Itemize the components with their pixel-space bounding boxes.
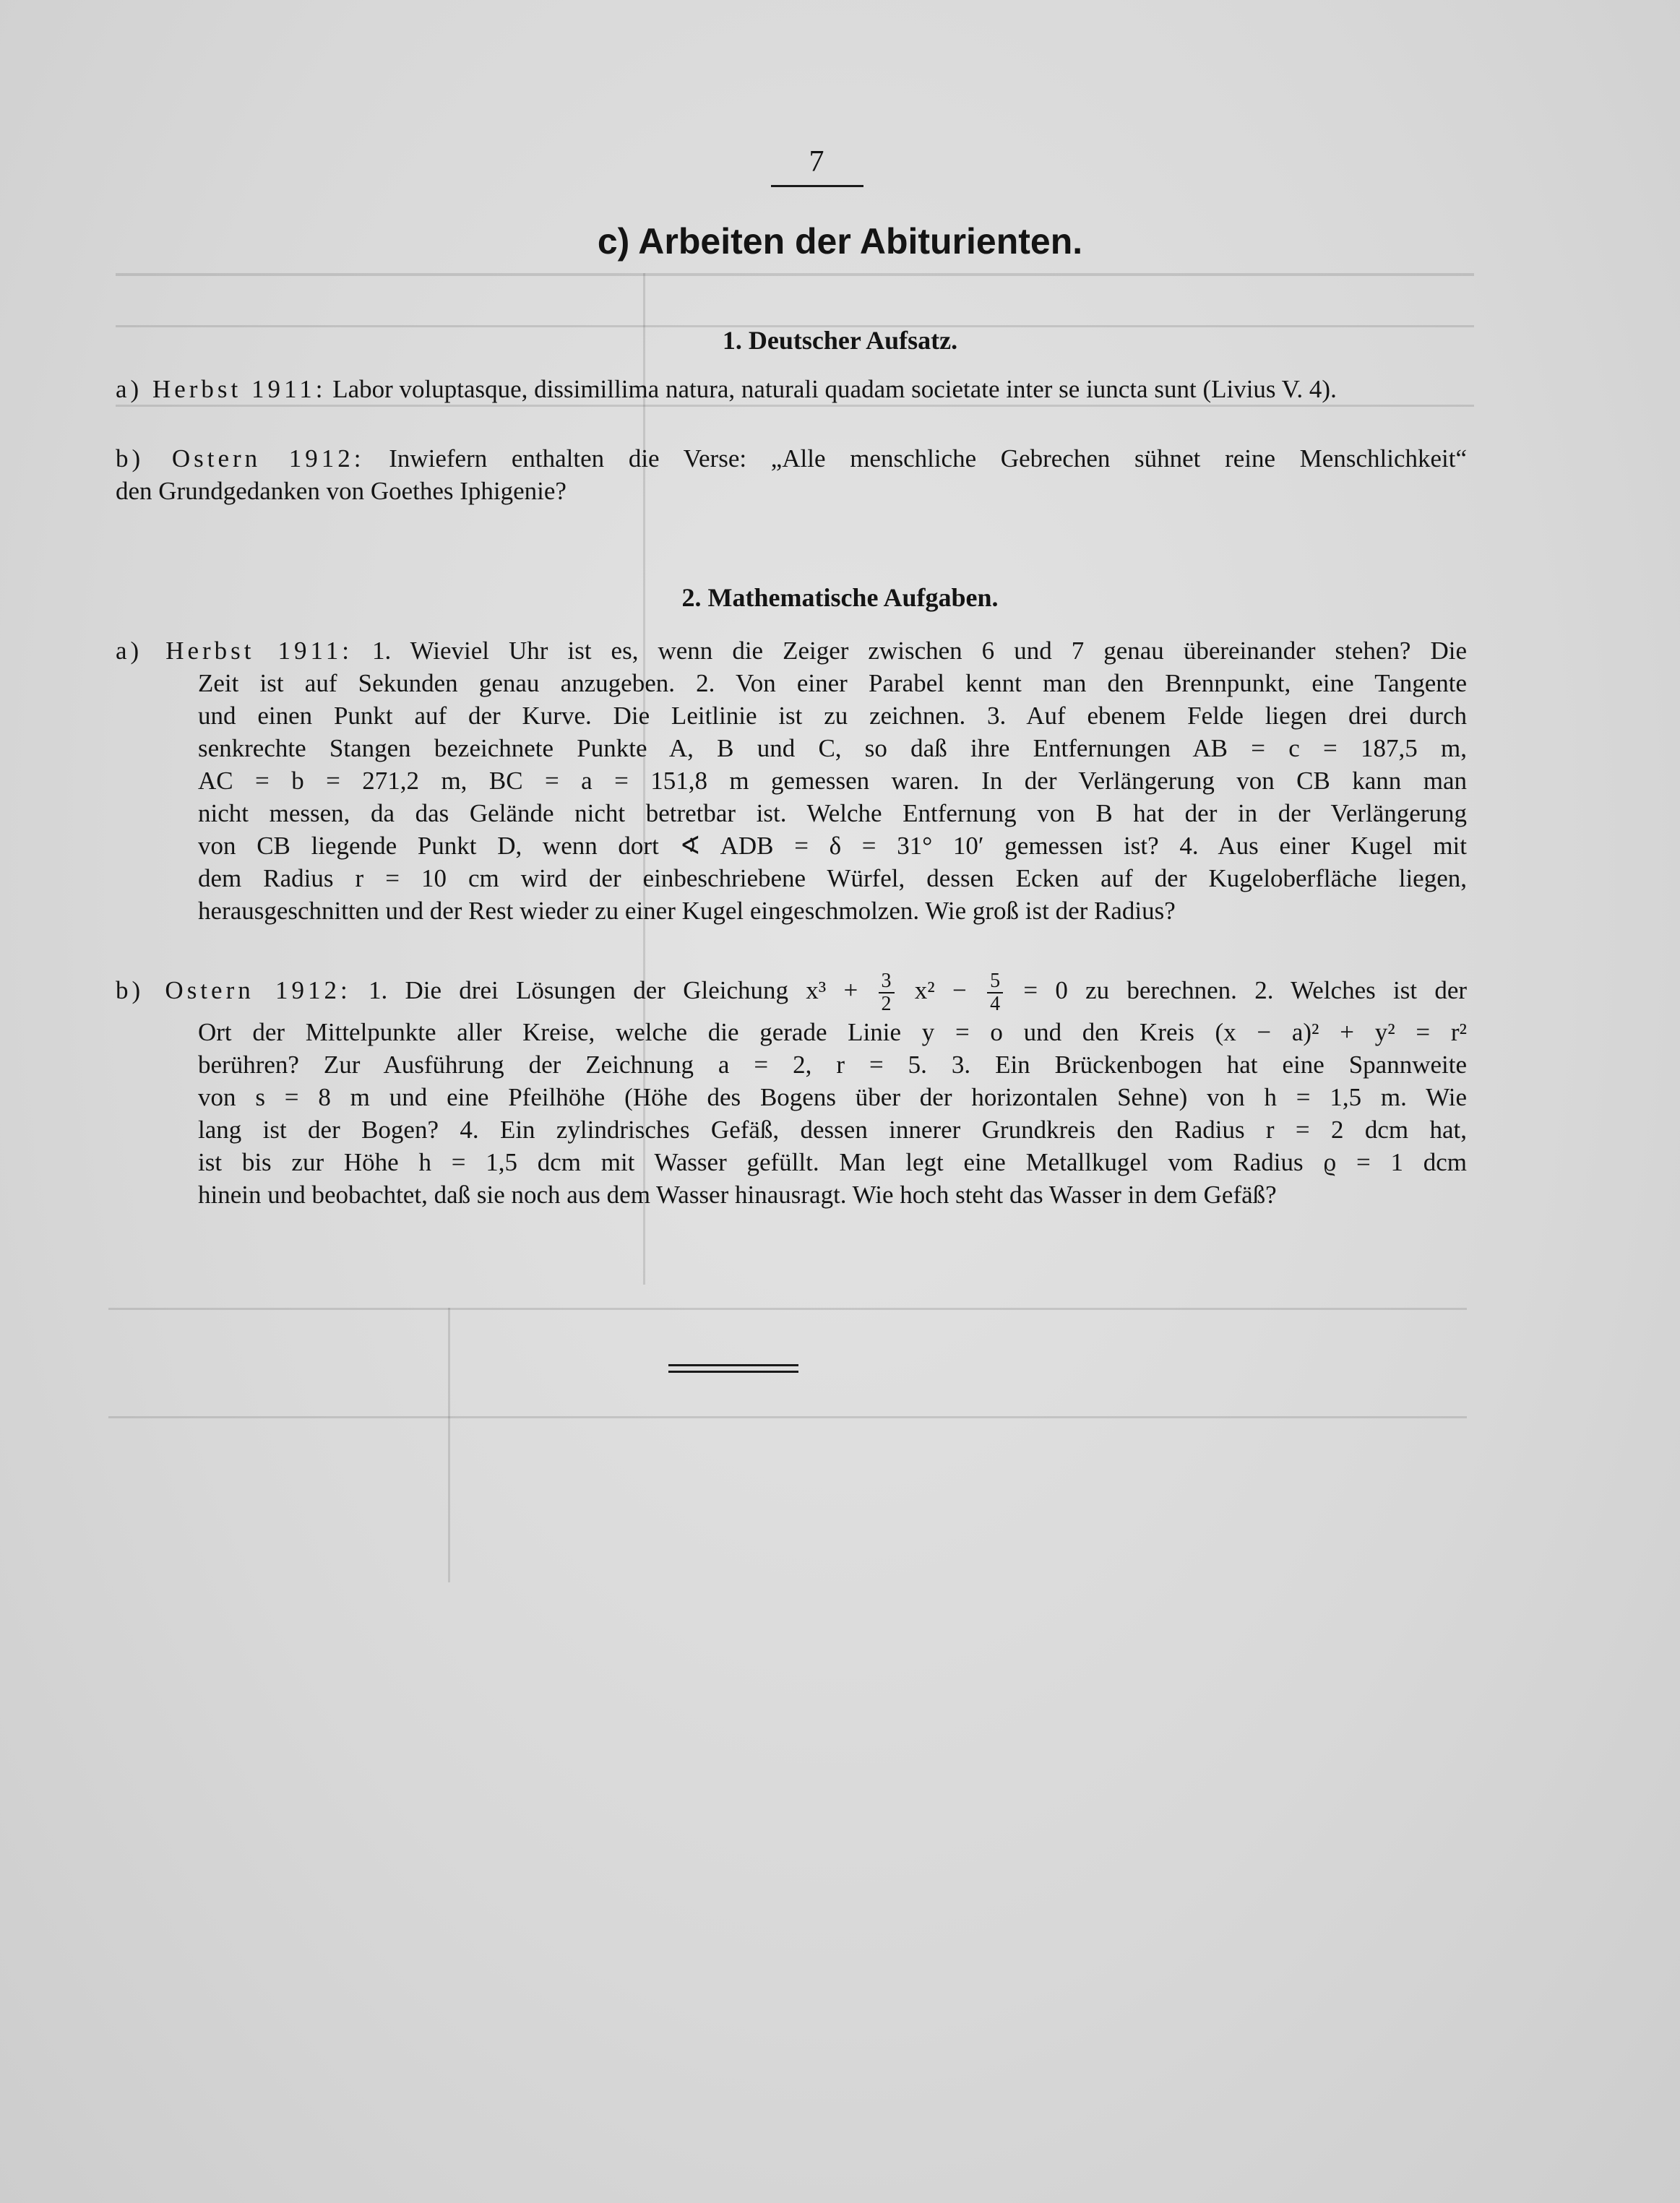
fraction-three-halves (879, 970, 895, 1015)
fraction-numerator: 5 (987, 970, 1003, 993)
equation-text-post: = 0 zu berechnen. 2. Welches ist der (1023, 976, 1468, 1004)
text-line: AC = b = 271,2 m, BC = a = 151,8 m gemessen waren. In der Verlängerung von CB kann man (198, 767, 1467, 795)
equation-text-mid: x² − (914, 976, 967, 1004)
essay-topic: Inwiefern enthalten die Verse: „Alle menschliche Gebrechen sühnet reine Menschlichkeit“ (389, 444, 1467, 473)
term-label: b) Ostern 1912: (116, 444, 365, 473)
fraction-denominator: 4 (990, 992, 1001, 1015)
text-line (116, 442, 1467, 475)
aufsatz-ostern-1912 (116, 442, 1467, 507)
page-number-rule (771, 185, 863, 187)
text-line: lang ist der Bogen? 4. Ein zylindrisches Gefäß, dessen innerer Grundkreis den Radius r = 2 dcm hat, (198, 1116, 1467, 1144)
equation-text-pre: 1. Die drei Lösungen der Gleichung x³ + (368, 976, 858, 1004)
text-line: herausgeschnitten und der Rest wieder zu einer Kugel eingeschmolzen. Wie groß ist der Radius? (198, 897, 1176, 925)
text-line: und einen Punkt auf der Kurve. Die Leitlinie ist zu zeichnen. 3. Auf ebenem Felde liegen drei durch (198, 702, 1467, 730)
text-line: den Grundgedanken von Goethes Iphigenie? (116, 477, 567, 505)
mathe-herbst-1911 (116, 634, 1467, 927)
section-title-mathematische-aufgaben: 2. Mathematische Aufgaben. (681, 583, 999, 612)
essay-topic: Labor voluptasque, dissimillima natura, naturali quadam societate inter se iuncta sunt (Livius V. 4). (332, 375, 1337, 403)
page-heading: c) Arbeiten der Abiturienten. (597, 221, 1083, 262)
text-line: nicht messen, da das Gelände nicht betretbar ist. Welche Entfernung von B hat der in der Verlängerung (198, 799, 1467, 827)
section-title-deutscher-aufsatz: 1. Deutscher Aufsatz. (722, 326, 958, 355)
section-end-rule (668, 1364, 798, 1366)
bleed-through-rule (448, 1308, 450, 1582)
text-line: Ort der Mittelpunkte aller Kreise, welche die gerade Linie y = o und den Kreis (x − a)² + y² = r² (198, 1018, 1467, 1046)
term-label: a) Herbst 1911: (116, 375, 327, 403)
task-text: 1. Wieviel Uhr ist es, wenn die Zeiger zwischen 6 und 7 genau übereinander stehen? Die (372, 637, 1468, 665)
text-line: dem Radius r = 10 cm wird der einbeschriebene Würfel, dessen Ecken auf der Kugeloberfläche liegen, (198, 864, 1467, 892)
text-line (116, 373, 1467, 405)
bleed-through-rule (116, 273, 1474, 276)
text-line: Zeit ist auf Sekunden genau anzugeben. 2. Von einer Parabel kennt man den Brennpunkt, eine Tangente (198, 669, 1467, 697)
text-line (116, 634, 1467, 667)
term-label: a) Herbst 1911: (116, 637, 353, 665)
text-line: von s = 8 m und eine Pfeilhöhe (Höhe des Bogens über der horizontalen Sehne) von h = 1,5 m. Wie (198, 1083, 1467, 1111)
term-label: b) Ostern 1912: (116, 976, 351, 1004)
text-line: ist bis zur Höhe h = 1,5 dcm mit Wasser gefüllt. Man legt eine Metallkugel vom Radius ϱ = 1 dcm (198, 1148, 1467, 1176)
section-end-rule (668, 1371, 798, 1373)
mathe-ostern-1912 (116, 965, 1467, 1211)
fraction-five-quarters (987, 970, 1003, 1015)
aufsatz-herbst-1911 (116, 373, 1467, 405)
fraction-numerator: 3 (879, 970, 895, 993)
text-line: von CB liegende Punkt D, wenn dort ∢ ADB = δ = 31° 10′ gemessen ist? 4. Aus einer Kugel mit (198, 832, 1467, 860)
bleed-through-rule (108, 1416, 1467, 1418)
page-number: 7 (809, 145, 824, 178)
text-line: berühren? Zur Ausführung der Zeichnung a = 2, r = 5. 3. Ein Brückenbogen hat eine Spannweite (198, 1051, 1467, 1079)
bleed-through-rule (108, 1308, 1467, 1310)
fraction-denominator: 2 (881, 992, 892, 1015)
text-line: hinein und beobachtet, daß sie noch aus dem Wasser hinausragt. Wie hoch steht das Wasser in dem Gefäß? (198, 1181, 1277, 1209)
text-line-equation (116, 965, 1467, 1016)
text-line: senkrechte Stangen bezeichnete Punkte A, B und C, so daß ihre Entfernungen AB = c = 187,5 m, (198, 734, 1467, 762)
